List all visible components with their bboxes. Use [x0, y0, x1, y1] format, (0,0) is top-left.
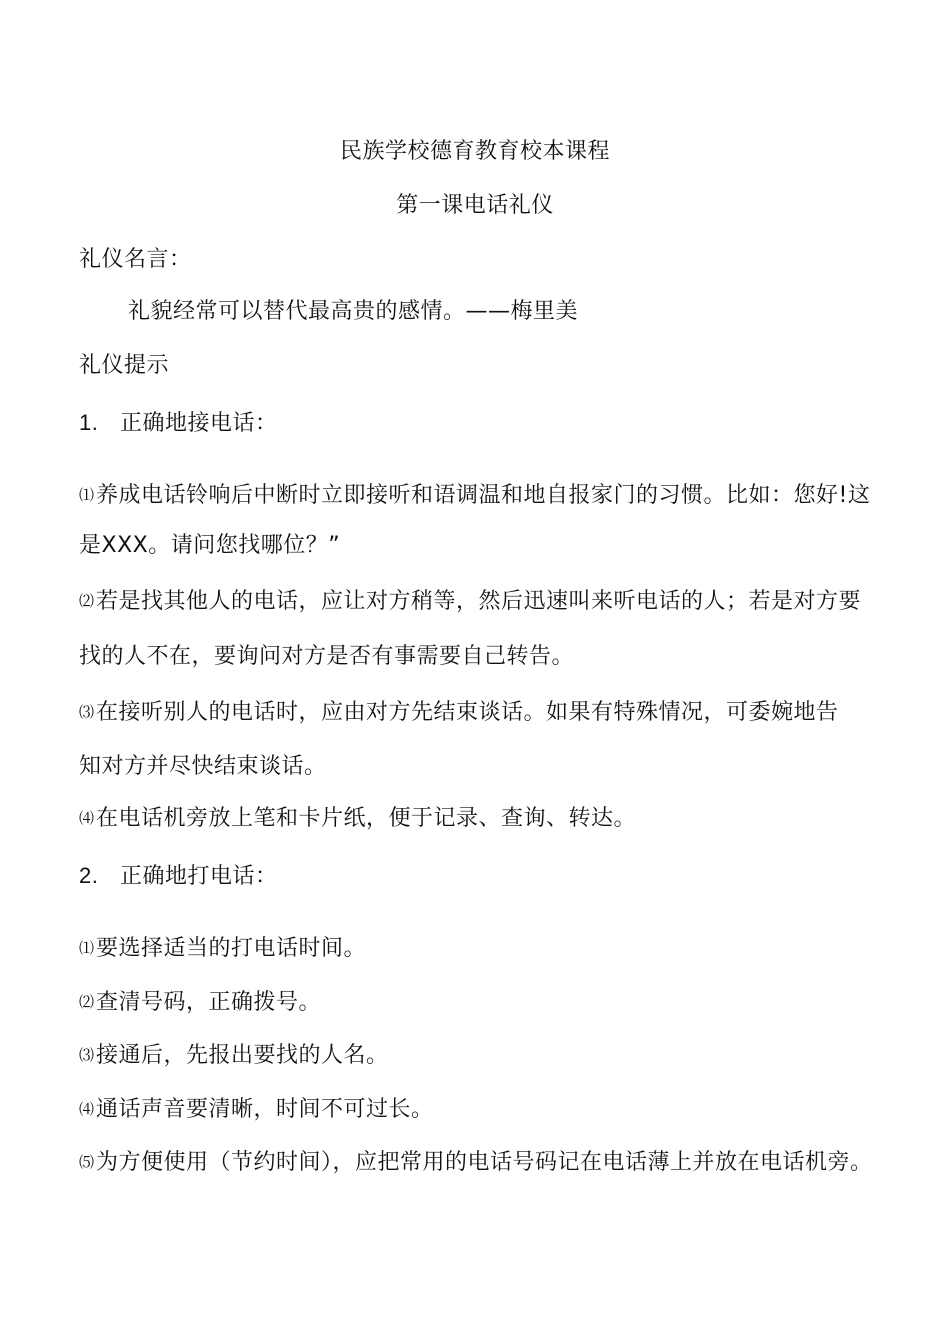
item-text: 为方便使用（节约时间），应把常用的电话号码记在电话薄上并放在电话机旁。: [96, 1150, 873, 1175]
motto-heading: 礼仪名言：: [79, 247, 192, 272]
item-text: 在接听别人的电话时，应由对方先结束谈话。如果有特殊情况，可委婉地告: [96, 700, 839, 725]
section2-heading: [79, 862, 278, 891]
item-number: ⑷: [79, 809, 95, 827]
item-text: 要选择适当的打电话时间。: [96, 936, 367, 961]
motto-text: 礼貌经常可以替代最高贵的感情。——梅里美: [128, 299, 579, 324]
section2-item5: [79, 1148, 873, 1177]
item-number: ⑶: [79, 1046, 95, 1064]
item-text: 查清号码，正确拨号。: [96, 990, 322, 1015]
section1-number: 1.: [79, 410, 99, 435]
item-text: 若是找其他人的电话，应让对方稍等，然后迅速叫来听电话的人；若是对方要: [96, 589, 862, 614]
item-text: 养成电话铃响后中断时立即接听和语调温和地自报家门的习惯。比如：您好!这: [96, 483, 871, 508]
section2-heading-text: 正确地打电话：: [120, 864, 278, 889]
section1-item2-cont: 找的人不在，要询问对方是否有事需要自己转告。: [79, 644, 575, 669]
item-number: ⑵: [79, 993, 95, 1011]
section2-item2: [79, 988, 321, 1017]
section1-item3: [79, 698, 839, 727]
item-number: ⑶: [79, 703, 95, 721]
item-number: ⑸: [79, 1153, 95, 1171]
item-number: ⑷: [79, 1100, 95, 1118]
document-title: 民族学校德育教育校本课程: [339, 139, 610, 164]
section2-number: 2.: [79, 863, 99, 888]
item-text: 在电话机旁放上笔和卡片纸，便于记录、查询、转达。: [96, 806, 637, 831]
section1-item2: [79, 587, 861, 616]
section2-item3: [79, 1041, 389, 1070]
item-text: 通话声音要清晰，时间不可过长。: [96, 1097, 434, 1122]
item-text: 接通后，先报出要找的人名。: [96, 1043, 389, 1068]
lesson-title: 第一课电话礼仪: [396, 193, 554, 218]
tips-heading: 礼仪提示: [79, 353, 170, 378]
section1-item1: [79, 481, 870, 510]
section1-item1-cont: 是XXX。请问您找哪位？”: [79, 533, 341, 558]
section1-heading: [79, 409, 278, 438]
section1-heading-text: 正确地接电话：: [120, 411, 278, 436]
section1-item3-cont: 知对方并尽快结束谈话。: [79, 754, 327, 779]
section1-item4: [79, 804, 636, 833]
item-number: ⑴: [79, 486, 95, 504]
item-number: ⑴: [79, 939, 95, 957]
section2-item4: [79, 1095, 434, 1124]
section2-item1: [79, 934, 366, 963]
item-number: ⑵: [79, 592, 95, 610]
